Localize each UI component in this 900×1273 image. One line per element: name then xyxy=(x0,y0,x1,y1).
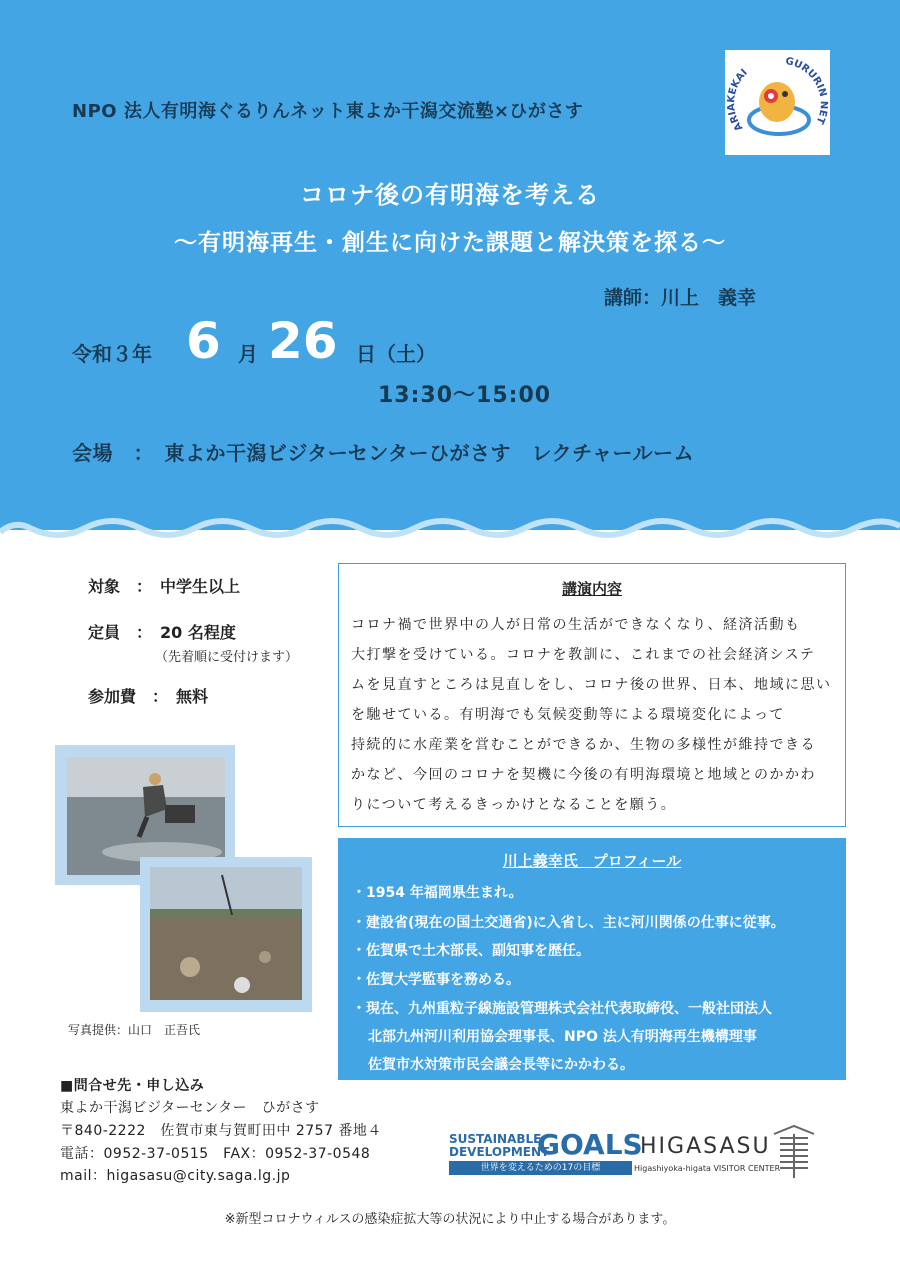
profile-item-continued: 佐賀市水対策市民会議会長等にかかわる。 xyxy=(368,1057,634,1073)
profile-item: ・佐賀県で土木部長、副知事を歴任。 xyxy=(352,943,590,959)
lecturer-name: 講師：川上 義幸 xyxy=(604,287,757,309)
date-era: 令和３年 xyxy=(72,342,152,366)
photo-credit: 写真提供：山口 正吾氏 xyxy=(68,1023,201,1037)
profile-item: ・建設省(現在の国土交通省)に入省し、主に河川関係の仕事に従事。 xyxy=(352,915,785,931)
lecture-line: りについて考えるきっかけとなることを願う。 xyxy=(351,797,677,813)
lecture-line: 大打撃を受けている。コロナを教訓に、これまでの社会経済システ xyxy=(351,647,816,663)
contact-email: mail：higasasu@city.saga.lg.jp xyxy=(60,1168,291,1184)
date-day-unit: 日（土） xyxy=(356,342,436,366)
target-audience: 対象 ： 中学生以上 xyxy=(88,577,241,596)
higasasu-sub-text: Higashiyoka-higata VISITOR CENTER xyxy=(634,1164,781,1173)
svg-text:GURURIN NET: GURURIN NET xyxy=(784,55,829,126)
title-line-1: コロナ後の有明海を考える xyxy=(300,181,600,209)
sdgs-logo-text: SUSTAINABLE DEVELOPMENT xyxy=(449,1132,550,1159)
lecture-line: ムを見直すところは見直しをし、コロナ後の世界、日本、地域に思い xyxy=(351,677,832,693)
lecture-box xyxy=(338,563,846,827)
date-month-unit: 月 xyxy=(238,342,258,366)
profile-item: ・1954 年福岡県生まれ。 xyxy=(352,885,523,901)
lecture-heading: 講演内容 xyxy=(561,580,622,598)
contact-address: 〒840-2222 佐賀市東与賀町田中 2757 番地４ xyxy=(60,1123,382,1139)
profile-item: ・佐賀大学監事を務める。 xyxy=(352,972,520,988)
contact-phone-fax: 電話：0952-37-0515 FAX：0952-37-0548 xyxy=(60,1146,371,1162)
event-venue: 会場 ： 東よか干潟ビジターセンターひがさす レクチャールーム xyxy=(72,441,695,465)
higasasu-building-icon xyxy=(770,1124,818,1182)
profile-box xyxy=(338,838,846,1080)
event-time: 13:30～15:00 xyxy=(378,383,552,408)
capacity-note: （先着順に受付けます） xyxy=(155,650,299,665)
organizer-text: NPO 法人有明海ぐるりんネット東よか干潟交流塾×ひがさす xyxy=(72,101,584,122)
profile-heading: 川上義幸氏 プロフィール xyxy=(502,852,682,870)
higasasu-logo-text: HIGASASU xyxy=(640,1134,771,1159)
lecture-body xyxy=(351,610,835,820)
capacity: 定員 ： 20 名程度 xyxy=(88,623,236,642)
contact-heading: ■問合せ先・申し込み xyxy=(60,1078,205,1094)
profile-item: ・現在、九州重粒子線施設管理株式会社代表取締役、一般社団法人 xyxy=(352,1001,772,1017)
sdgs-tagline: 世界を変えるための17の目標 xyxy=(449,1161,632,1175)
title-line-2: ～有明海再生・創生に向けた課題と解決策を探る～ xyxy=(174,230,726,256)
lecture-line: かなど、今回のコロナを契機に今後の有明海環境と地域とのかかわ xyxy=(351,767,816,783)
date-month: 6 xyxy=(186,312,221,370)
profile-item-continued: 北部九州河川利用協会理事長、NPO 法人有明海再生機構理事 xyxy=(368,1029,757,1045)
sdgs-goals-logo: GOALS xyxy=(537,1128,643,1161)
svg-text:ARIAKEKAI: ARIAKEKAI xyxy=(726,67,750,133)
photo-mudflat-shells xyxy=(150,867,302,1000)
fee: 参加費 ： 無料 xyxy=(88,687,209,706)
contact-name: 東よか干潟ビジターセンター ひがさす xyxy=(60,1100,320,1116)
wave-divider xyxy=(0,480,900,560)
footer-note: ※新型コロナウィルスの感染症拡大等の状況により中止する場合があります。 xyxy=(224,1212,676,1227)
lecture-line: 持続的に水産業を営むことができるか、生物の多様性が維持できる xyxy=(351,737,816,753)
lecture-line: を馳せている。有明海でも気候変動等による環境変化によって xyxy=(351,707,785,723)
gururin-logo xyxy=(725,50,830,155)
date-day: 26 xyxy=(268,312,338,370)
lecture-line: コロナ禍で世界中の人が日常の生活ができなくなり、経済活動も xyxy=(351,617,801,633)
